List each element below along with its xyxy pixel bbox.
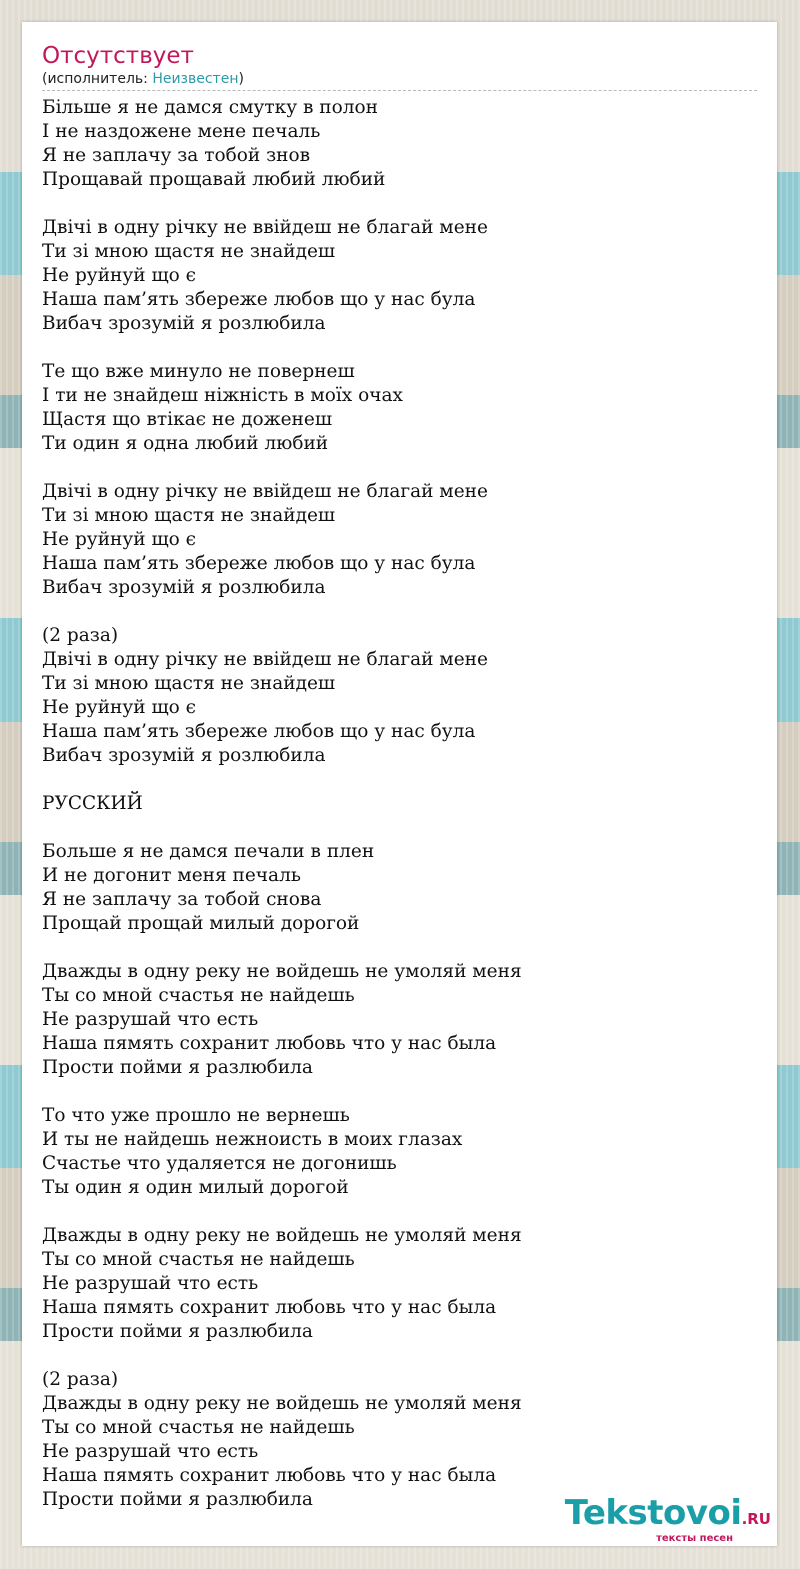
lyric-blank-line — [42, 336, 757, 360]
logo-name: Tekstovoi — [564, 1493, 742, 1533]
lyric-line: Прости пойми я разлюбила — [42, 1321, 313, 1342]
lyric-line: Вибач зрозумій я розлюбила — [42, 577, 326, 598]
lyric-line: Наша пямять сохранит любовь что у нас была — [42, 1297, 497, 1318]
lyric-line: Счастье что удаляется не догонишь — [42, 1153, 397, 1174]
lyric-line: Прощавай прощавай любий любий — [42, 169, 386, 190]
lyric-line: Прощай прощай милый дорогой — [42, 913, 360, 934]
lyric-line: Я не заплачу за тобой знов — [42, 145, 311, 166]
artist-link[interactable]: Неизвестен — [152, 71, 239, 87]
song-title: Отсутствует — [42, 43, 194, 69]
artist-line — [42, 70, 757, 91]
lyric-blank-line — [42, 936, 757, 960]
logo-tld: .RU — [741, 1510, 771, 1528]
lyric-blank-line — [42, 192, 757, 216]
lyric-line: Не разрушай что есть — [42, 1441, 259, 1462]
lyric-line: Щастя що втікає не доженеш — [42, 409, 333, 430]
site-logo[interactable] — [564, 1493, 771, 1544]
logo-wordmark — [564, 1493, 771, 1536]
lyric-line: (2 раза) — [42, 1369, 119, 1390]
lyric-line: Ты один я один милый дорогой — [42, 1177, 349, 1198]
lyric-line: (2 раза) — [42, 625, 119, 646]
lyric-blank-line — [42, 1080, 757, 1104]
lyric-line: І не наздожене мене печаль — [42, 121, 321, 142]
lyric-line: Дважды в одну реку не войдешь не умоляй меня — [42, 1393, 522, 1414]
lyric-line: Наша пам’ять збереже любов що у нас була — [42, 721, 476, 742]
lyric-line: Не разрушай что есть — [42, 1273, 259, 1294]
lyric-line: І ти не знайдеш ніжність в моїх очах — [42, 385, 403, 406]
lyric-line: Ти зі мною щастя не знайдеш — [42, 505, 336, 526]
lyric-line: Ти зі мною щастя не знайдеш — [42, 241, 336, 262]
lyric-blank-line — [42, 1200, 757, 1224]
artist-suffix: ) — [238, 71, 244, 87]
lyric-line: Ти один я одна любий любий — [42, 433, 329, 454]
lyric-line: Наша пам’ять збереже любов що у нас була — [42, 289, 476, 310]
lyric-line: Двічі в одну річку не ввійдеш не благай мене — [42, 481, 488, 502]
lyric-line: Ти зі мною щастя не знайдеш — [42, 673, 336, 694]
lyric-line: Більше я не дамся смутку в полон — [42, 97, 378, 118]
lyric-line: Не разрушай что есть — [42, 1009, 259, 1030]
lyric-line: Двічі в одну річку не ввійдеш не благай мене — [42, 649, 488, 670]
lyric-line: Вибач зрозумій я розлюбила — [42, 745, 326, 766]
lyric-line: Наша пам’ять збереже любов що у нас була — [42, 553, 476, 574]
lyrics-card — [22, 22, 777, 1546]
lyric-line: Я не заплачу за тобой снова — [42, 889, 322, 910]
lyric-line: Те що вже минуло не повернеш — [42, 361, 355, 382]
artist-prefix: (исполнитель: — [42, 71, 153, 87]
lyric-line: Не руйнуй що є — [42, 265, 197, 286]
lyric-line: Двічі в одну річку не ввійдеш не благай мене — [42, 217, 488, 238]
lyric-line: Не руйнуй що є — [42, 529, 197, 550]
lyric-line: И ты не найдешь нежноисть в моих глазах — [42, 1129, 463, 1150]
logo-tagline: тексты песен — [656, 1533, 733, 1544]
lyric-line: Вибач зрозумій я розлюбила — [42, 313, 326, 334]
lyric-blank-line — [42, 1344, 757, 1368]
lyric-line: Не руйнуй що є — [42, 697, 197, 718]
lyric-line: Ты со мной счастья не найдешь — [42, 1417, 355, 1438]
lyric-line: Дважды в одну реку не войдешь не умоляй меня — [42, 961, 522, 982]
lyric-blank-line — [42, 816, 757, 840]
lyric-line: Ты со мной счастья не найдешь — [42, 985, 355, 1006]
lyric-line: То что уже прошло не вернешь — [42, 1105, 350, 1126]
lyric-line: Наша пямять сохранит любовь что у нас была — [42, 1033, 497, 1054]
lyric-line: Прости пойми я разлюбила — [42, 1057, 313, 1078]
lyric-line: Дважды в одну реку не войдешь не умоляй меня — [42, 1225, 522, 1246]
lyric-line: РУССКИЙ — [42, 793, 143, 814]
lyric-blank-line — [42, 600, 757, 624]
lyric-line: И не догонит меня печаль — [42, 865, 301, 886]
lyric-line: Прости пойми я разлюбила — [42, 1489, 313, 1510]
lyrics-text — [42, 96, 757, 1512]
lyric-blank-line — [42, 768, 757, 792]
lyric-blank-line — [42, 456, 757, 480]
lyric-line: Больше я не дамся печали в плен — [42, 841, 375, 862]
lyric-line: Наша пямять сохранит любовь что у нас была — [42, 1465, 497, 1486]
lyric-line: Ты со мной счастья не найдешь — [42, 1249, 355, 1270]
